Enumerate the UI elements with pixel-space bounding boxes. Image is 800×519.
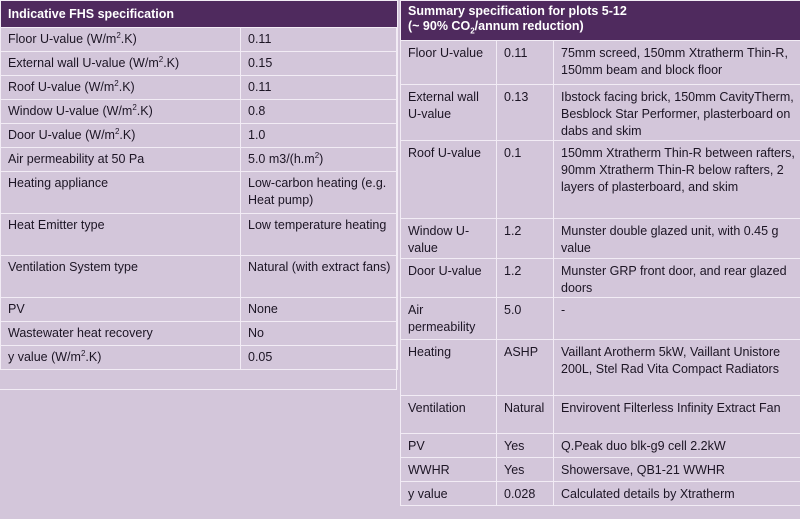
summary-value: ASHP xyxy=(497,340,554,396)
summary-label: PV xyxy=(401,434,497,458)
summary-detail: Envirovent Filterless Infinity Extract Fan xyxy=(554,396,800,434)
summary-table-body xyxy=(401,41,800,506)
table-header-row xyxy=(401,1,800,41)
summary-label: Roof U-value xyxy=(401,141,497,219)
table-row xyxy=(401,298,800,340)
spec-label: y value $(W/m^2.K)$ xyxy=(1,346,241,370)
spec-label: Heating appliance xyxy=(1,172,241,214)
plots-summary-table xyxy=(400,0,800,506)
spec-label: Air permeability at 50 Pa xyxy=(1,148,241,172)
summary-detail: Showersave, QB1-21 WWHR xyxy=(554,458,800,482)
summary-value: 1.2 xyxy=(497,259,554,298)
table-row xyxy=(401,458,800,482)
table-row xyxy=(401,340,800,396)
table-row xyxy=(1,52,398,76)
spec-value: Low-carbon heating (e.g. Heat pump) xyxy=(241,172,398,214)
summary-label: External wall U-value xyxy=(401,85,497,141)
table-row xyxy=(401,219,800,259)
spec-value: 0.05 xyxy=(241,346,398,370)
spec-label: Ventilation System type xyxy=(1,256,241,298)
summary-detail: Munster GRP front door, and rear glazed doors xyxy=(554,259,800,298)
fhs-specification-panel xyxy=(0,0,397,390)
summary-label: Ventilation xyxy=(401,396,497,434)
spec-value: No xyxy=(241,322,398,346)
table-row xyxy=(401,396,800,434)
summary-detail: 150mm Xtratherm Thin-R between rafters, 90mm Xtratherm Thin-R below rafters, 2 layers of plasterboard, and skim xyxy=(554,141,800,219)
summary-value: Yes xyxy=(497,434,554,458)
table-row xyxy=(1,100,398,124)
plots-summary-panel xyxy=(400,0,800,519)
summary-title-line1: Summary specification for plots 5-12 xyxy=(408,4,627,18)
fhs-table-body xyxy=(1,28,398,370)
spec-value: 0.11 xyxy=(241,28,398,52)
table-row xyxy=(401,259,800,298)
table-row xyxy=(401,85,800,141)
summary-value: 0.11 xyxy=(497,41,554,85)
summary-value: Natural xyxy=(497,396,554,434)
table-row xyxy=(1,148,398,172)
summary-label: Window U-value xyxy=(401,219,497,259)
spec-label: PV xyxy=(1,298,241,322)
summary-detail: Munster double glazed unit, with 0.45 g value xyxy=(554,219,800,259)
summary-value: 1.2 xyxy=(497,219,554,259)
table-row xyxy=(1,214,398,256)
summary-title-line2: (~ 90% $CO_2$/annum reduction) xyxy=(408,19,584,36)
table-row xyxy=(1,172,398,214)
summary-detail: Vaillant Arotherm 5kW, Vaillant Unistore 200L, Stel Rad Vita Compact Radiators xyxy=(554,340,800,396)
spec-label: Door U-value $(W/m^2.K)$ xyxy=(1,124,241,148)
spec-label: External wall U-value $(W/m^2.K)$ xyxy=(1,52,241,76)
spec-value: 0.11 xyxy=(241,76,398,100)
summary-label: WWHR xyxy=(401,458,497,482)
table-row xyxy=(401,141,800,219)
spec-value: 5.0 $m3/(h.m^2)$ xyxy=(241,148,398,172)
spec-label: Floor U-value $(W/m^2.K)$ xyxy=(1,28,241,52)
summary-value: Yes xyxy=(497,458,554,482)
summary-label: Floor U-value xyxy=(401,41,497,85)
spec-label: Window U-value $(W/m^2.K)$ xyxy=(1,100,241,124)
summary-table-title xyxy=(401,1,800,41)
table-header-row xyxy=(1,1,398,28)
table-row xyxy=(401,434,800,458)
fhs-table-title: Indicative FHS specification xyxy=(1,1,398,28)
summary-value: 0.13 xyxy=(497,85,554,141)
spec-label: Heat Emitter type xyxy=(1,214,241,256)
table-row xyxy=(1,76,398,100)
table-row xyxy=(1,256,398,298)
summary-value: 0.028 xyxy=(497,482,554,506)
table-row xyxy=(401,482,800,506)
summary-detail: Calculated details by Xtratherm xyxy=(554,482,800,506)
summary-detail: 75mm screed, 150mm Xtratherm Thin-R, 150mm beam and block floor xyxy=(554,41,800,85)
spec-label: Wastewater heat recovery xyxy=(1,322,241,346)
table-row xyxy=(1,322,398,346)
summary-label: Air permeability xyxy=(401,298,497,340)
spec-value: Natural (with extract fans) xyxy=(241,256,398,298)
summary-detail: Ibstock facing brick, 150mm CavityTherm, Besblock Star Performer, plasterboard on dabs and skim xyxy=(554,85,800,141)
table-row xyxy=(401,41,800,85)
summary-label: y value xyxy=(401,482,497,506)
spec-label: Roof U-value $(W/m^2.K)$ xyxy=(1,76,241,100)
fhs-specification-table xyxy=(0,0,398,370)
table-row xyxy=(1,346,398,370)
table-row xyxy=(1,298,398,322)
summary-value: 0.1 xyxy=(497,141,554,219)
summary-detail: - xyxy=(554,298,800,340)
spec-value: 1.0 xyxy=(241,124,398,148)
summary-value: 5.0 xyxy=(497,298,554,340)
summary-label: Heating xyxy=(401,340,497,396)
summary-detail: Q.Peak duo blk-g9 cell 2.2kW xyxy=(554,434,800,458)
summary-label: Door U-value xyxy=(401,259,497,298)
spec-value: Low temperature heating xyxy=(241,214,398,256)
spec-value: None xyxy=(241,298,398,322)
spec-value: 0.8 xyxy=(241,100,398,124)
table-row xyxy=(1,124,398,148)
table-row xyxy=(1,28,398,52)
spec-value: 0.15 xyxy=(241,52,398,76)
